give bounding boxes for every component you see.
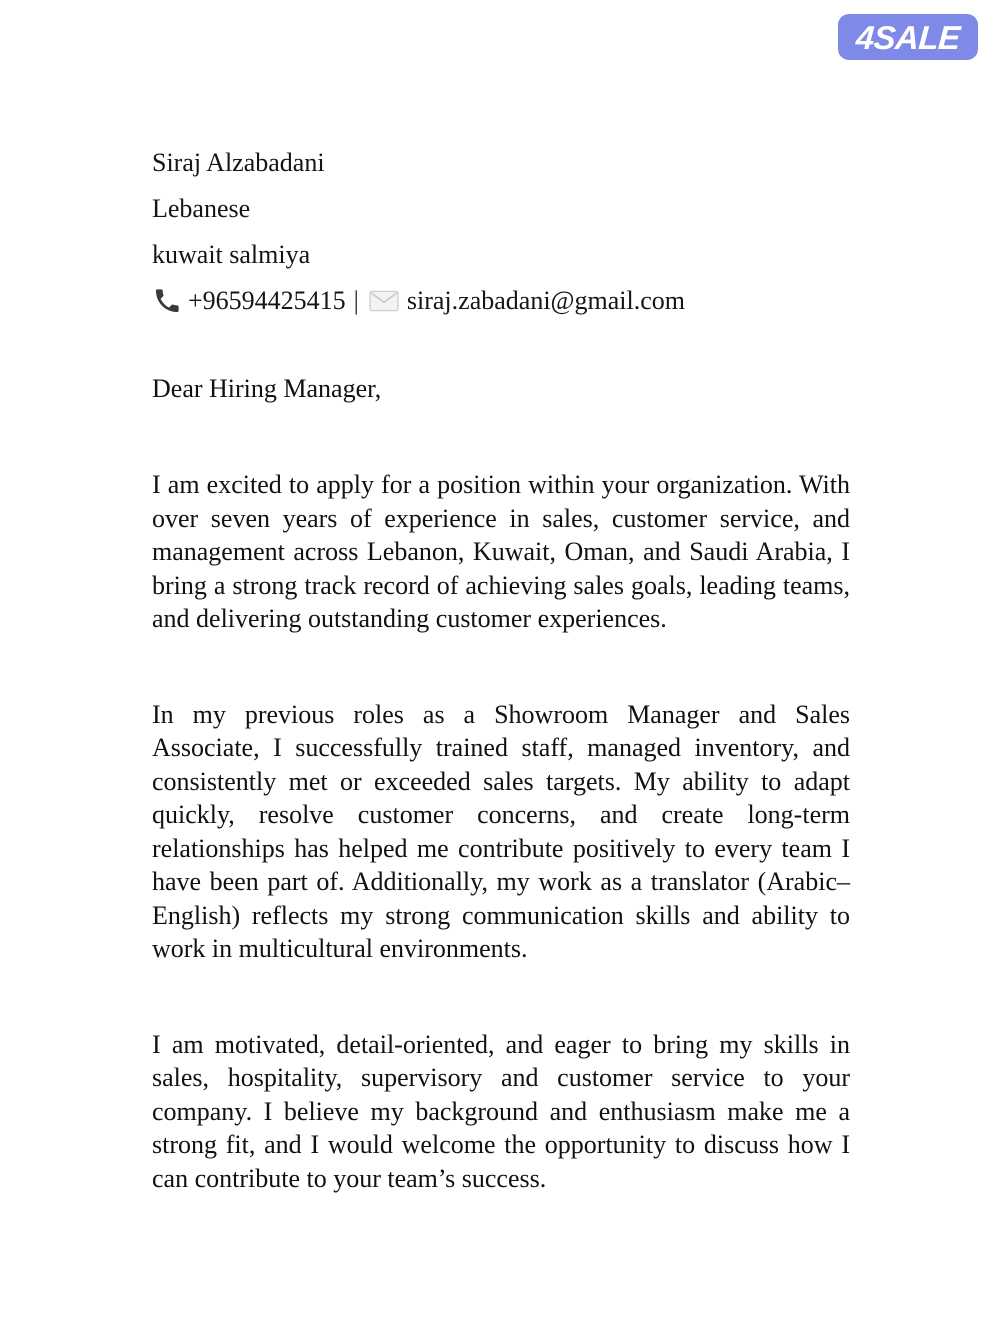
- letter-paragraph: I am excited to apply for a position within your organization. With over seven years of experience in sales, customer service, and management across Lebanon, Kuwait, Oman, and Saudi Arabia, I bring a strong track record of achieving sales goals, leading teams, and delivering outstanding customer experiences.: [152, 470, 850, 633]
- sender-nationality: Lebanese: [152, 194, 251, 223]
- sender-block: [152, 140, 850, 324]
- brand-logo: [838, 14, 978, 60]
- contact-separator: |: [353, 286, 359, 315]
- logo-text: 4SALE: [854, 18, 962, 56]
- letter-paragraph: In my previous roles as a Showroom Manager and Sales Associate, I successfully trained staff, managed inventory, and consistently met or exceeded sales targets. My ability to adapt quickly, resolve customer concerns, and create long-term relationships has helped me contribute positively to every team I have been part of. Additionally, my work as a translator (Arabic–English) reflects my strong communication skills and ability to work in multicultural environments.: [152, 699, 850, 963]
- logo-badge: [838, 14, 978, 60]
- cover-letter-document: [152, 140, 850, 1221]
- sender-phone: +96594425415: [188, 286, 346, 315]
- sender-contact-line: [152, 278, 850, 324]
- phone-icon: [152, 288, 182, 314]
- sender-email: siraj.zabadani@gmail.com: [406, 286, 685, 315]
- sender-name: Siraj Alzabadani: [152, 148, 325, 177]
- envelope-icon: [369, 290, 399, 312]
- letter-paragraph: I am motivated, detail-oriented, and eager to bring my skills in sales, hospitality, supervisory and customer service to your company. I believe my background and enthusiasm make me a strong fit, and I would welcome the opportunity to discuss how I can contribute to your team’s success.: [152, 1029, 850, 1193]
- salutation: Dear Hiring Manager,: [152, 374, 382, 403]
- sender-location: kuwait salmiya: [152, 240, 311, 269]
